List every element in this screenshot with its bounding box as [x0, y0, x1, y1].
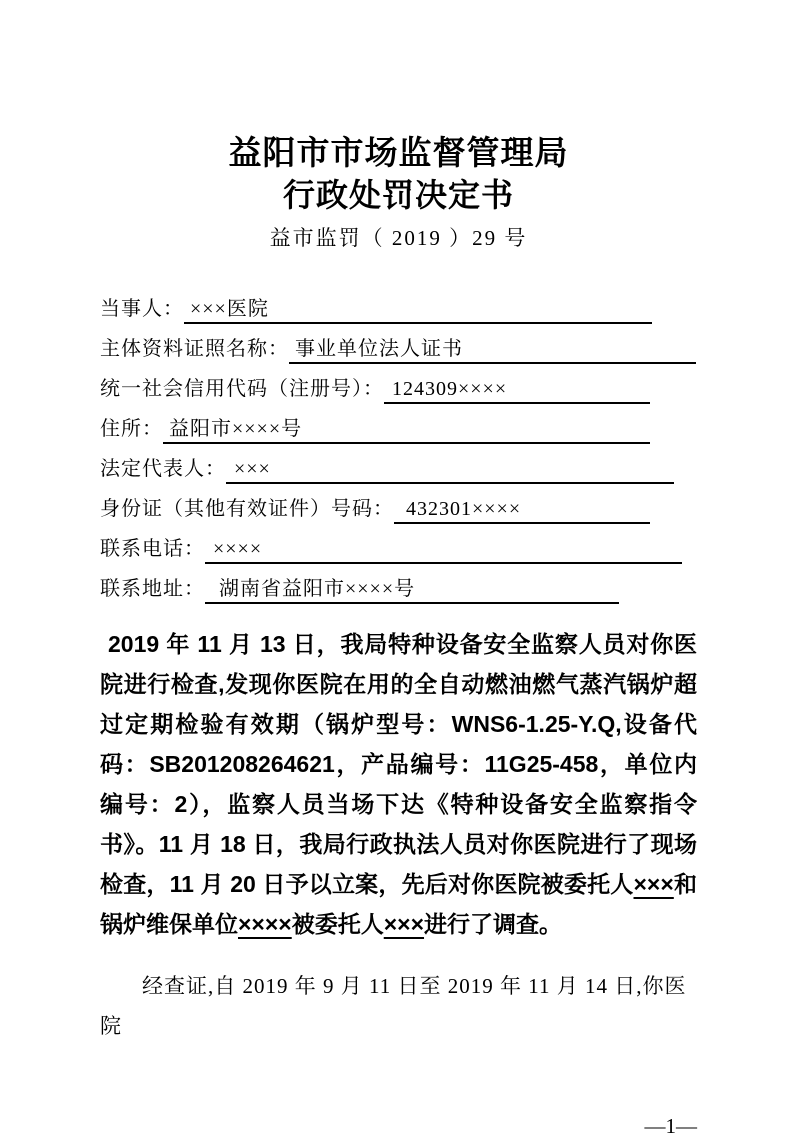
field-value: 432301××××	[394, 498, 650, 524]
field-value: 湖南省益阳市××××号	[205, 572, 619, 604]
field-row-id-number	[100, 484, 650, 524]
field-value: 124309××××	[384, 378, 650, 404]
field-label: 联系地址：	[100, 578, 205, 600]
field-value: ×××	[226, 458, 674, 484]
field-value: 事业单位法人证书	[289, 332, 696, 364]
field-value: ××××	[205, 538, 682, 564]
redacted-name: ×××	[633, 871, 674, 897]
document-title-type: 行政处罚决定书	[282, 177, 514, 213]
investigation-paragraph: 经查证,自 2019 年 9 月 11 日至 2019 年 11 月 14 日,你医院	[100, 974, 687, 1038]
field-row-legal-rep	[100, 444, 674, 484]
page-number: —1—	[644, 1114, 697, 1138]
redacted-name: ××××	[238, 911, 292, 937]
case-facts-paragraph	[100, 624, 697, 944]
party-info-fields	[100, 284, 697, 604]
field-label: 当事人：	[100, 298, 184, 320]
para1-text: 被委托人	[291, 911, 384, 937]
field-row-credit-code	[100, 364, 650, 404]
para1-text: 进行了调查。	[424, 911, 563, 937]
redacted-name: ×××	[383, 911, 425, 937]
field-label: 住所：	[100, 418, 163, 440]
field-value: ×××医院	[184, 292, 652, 324]
document-title-agency: 益阳市市场监督管理局	[228, 134, 569, 171]
field-row-license-name	[100, 324, 696, 364]
para1-text: 2019 年 11 月 13 日，我局特种设备安全监察人员对你医院进行检查,发现你医院在用的全自动燃油燃气蒸汽锅炉超过定期检验有效期（锅炉型号：WNS6-1.25-Y.Q,设备代码：SB201208264621，产品编号：11G25-458，单位内编号：2），监察人员当场下达《特种设备安全监察指令书》。11 月 18 日，我局行政执法人员对你医院进行了现场检查，11 月 20 日予以立案，先后对你医院被委托人	[100, 631, 697, 897]
field-label: 法定代表人：	[100, 458, 226, 480]
document-number: 益市监罚（ 2019 ）29 号	[269, 226, 528, 250]
field-label: 统一社会信用代码（注册号）：	[100, 378, 384, 400]
document-content	[100, 0, 697, 1139]
field-row-address	[100, 404, 650, 444]
field-row-phone	[100, 524, 682, 564]
field-row-party-name	[100, 284, 652, 324]
field-label: 联系电话：	[100, 538, 205, 560]
para1-text: 和锅炉维保单位	[100, 871, 697, 937]
field-label: 主体资料证照名称：	[100, 338, 289, 360]
field-label: 身份证（其他有效证件）号码：	[100, 498, 394, 520]
field-row-contact-address	[100, 564, 619, 604]
field-value: 益阳市××××号	[163, 412, 650, 444]
